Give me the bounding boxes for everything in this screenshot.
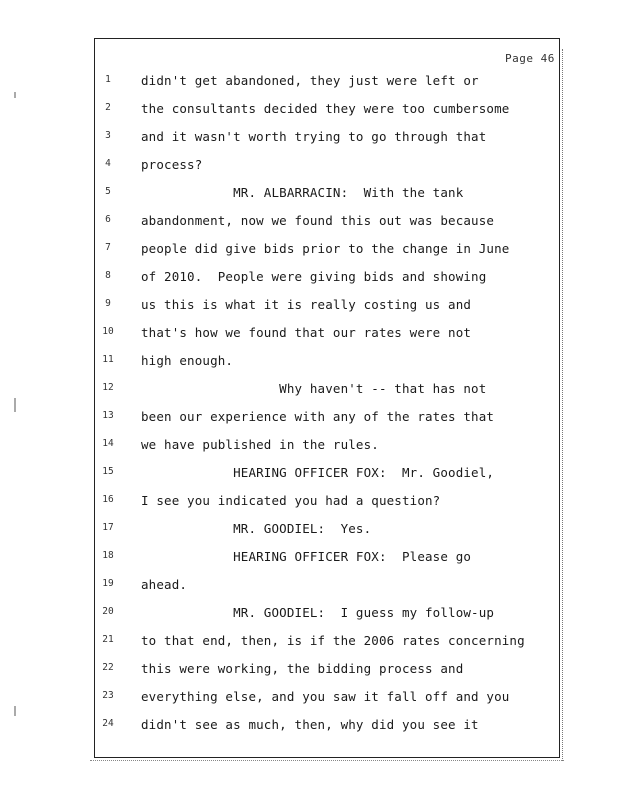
line-number: 10 (102, 326, 114, 337)
transcript-line: this were working, the bidding process and (141, 661, 464, 676)
transcript-line: didn't see as much, then, why did you see it (141, 717, 479, 732)
transcript-line: of 2010. People were giving bids and showing (141, 269, 487, 284)
page-number: Page 46 (505, 52, 555, 65)
line-number: 21 (102, 634, 114, 645)
line-number: 7 (105, 242, 111, 253)
line-number: 19 (102, 578, 114, 589)
transcript-line: the consultants decided they were too cumbersome (141, 101, 510, 116)
transcript-line: MR. ALBARRACIN: With the tank (141, 185, 464, 200)
line-number: 1 (105, 74, 111, 85)
transcript-line: HEARING OFFICER FOX: Mr. Goodiel, (141, 465, 495, 480)
transcript-line: we have published in the rules. (141, 437, 379, 452)
transcript-line: been our experience with any of the rates that (141, 409, 495, 424)
line-number: 9 (105, 298, 111, 309)
line-number: 11 (102, 354, 114, 365)
line-number: 18 (102, 550, 114, 561)
line-number: 12 (102, 382, 114, 393)
transcript-line: process? (141, 157, 203, 172)
transcript-line: and it wasn't worth trying to go through that (141, 129, 487, 144)
transcript-line: to that end, then, is if the 2006 rates concerning (141, 633, 525, 648)
transcript-line: I see you indicated you had a question? (141, 493, 441, 508)
line-number: 24 (102, 718, 114, 729)
line-number: 6 (105, 214, 111, 225)
scan-artifact-mark (14, 398, 16, 412)
transcript-line: abandonment, now we found this out was because (141, 213, 495, 228)
line-number: 3 (105, 130, 111, 141)
transcript-line: us this is what it is really costing us and (141, 297, 472, 312)
transcript-page-frame (94, 38, 560, 758)
line-number: 23 (102, 690, 114, 701)
line-number: 17 (102, 522, 114, 533)
transcript-line: high enough. (141, 353, 234, 368)
scan-artifact-mark (14, 706, 16, 716)
line-number: 20 (102, 606, 114, 617)
line-number: 15 (102, 466, 114, 477)
transcript-line: ahead. (141, 577, 188, 592)
line-number: 8 (105, 270, 111, 281)
transcript-line: didn't get abandoned, they just were left or (141, 73, 479, 88)
line-number: 2 (105, 102, 111, 113)
line-number: 5 (105, 186, 111, 197)
transcript-line: everything else, and you saw it fall off and you (141, 689, 510, 704)
transcript-line: that's how we found that our rates were not (141, 325, 472, 340)
transcript-line: MR. GOODIEL: I guess my follow-up (141, 605, 495, 620)
transcript-line: Why haven't -- that has not (141, 381, 487, 396)
transcript-line: people did give bids prior to the change in June (141, 241, 510, 256)
line-number: 13 (102, 410, 114, 421)
scan-artifact-mark (14, 92, 16, 98)
transcript-line: MR. GOODIEL: Yes. (141, 521, 372, 536)
scan-bottom-edge (90, 760, 564, 761)
line-number: 4 (105, 158, 111, 169)
line-number: 16 (102, 494, 114, 505)
transcript-line: HEARING OFFICER FOX: Please go (141, 549, 472, 564)
line-number: 14 (102, 438, 114, 449)
line-number: 22 (102, 662, 114, 673)
